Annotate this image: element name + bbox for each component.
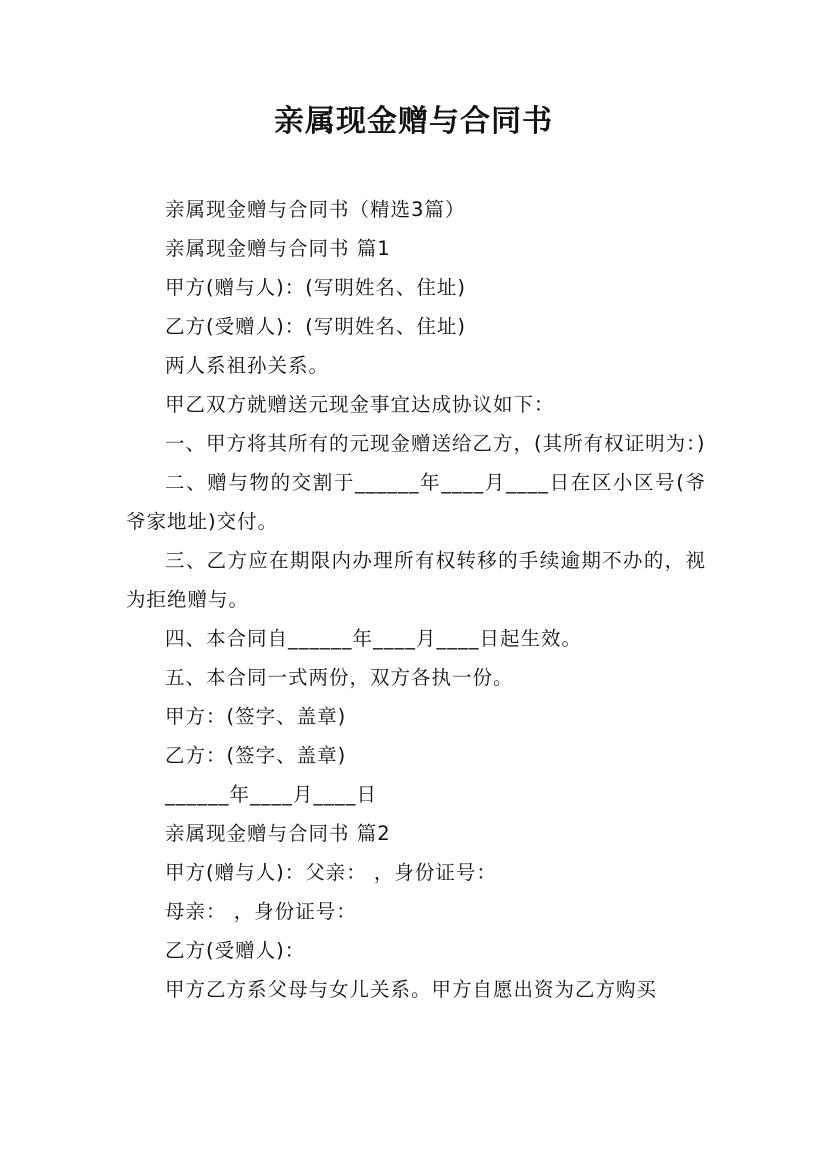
party-b-line: 乙方(受赠人)：(写明姓名、住址) bbox=[165, 315, 466, 338]
agreement-intro: 甲乙双方就赠送元现金事宜达成协议如下： bbox=[165, 393, 555, 416]
party-a-mother-line: 母亲： ，身份证号： bbox=[165, 900, 357, 923]
paragraph-intro: 亲属现金赠与合同书（精选3篇） bbox=[165, 198, 466, 221]
clause-3: 三、乙方应在期限内办理所有权转移的手续逾期不办的，视为拒绝赠与。 bbox=[126, 549, 706, 611]
party-a-father-line: 甲方(赠与人)：父亲： ，身份证号： bbox=[165, 861, 497, 884]
relationship-line: 两人系祖孙关系。 bbox=[165, 354, 330, 377]
party-b-line-2: 乙方(受赠人)： bbox=[165, 939, 306, 962]
party-a-signature: 甲方：(签字、盖章) bbox=[165, 705, 347, 728]
relationship-line-2: 甲方乙方系父母与女儿关系。甲方自愿出资为乙方购买 bbox=[165, 978, 658, 1001]
clause-4: 四、本合同自______年____月____日起生效。 bbox=[165, 627, 583, 650]
document-body bbox=[126, 190, 706, 1009]
section-heading-2: 亲属现金赠与合同书 篇2 bbox=[165, 822, 391, 845]
clause-1: 一、甲方将其所有的元现金赠送给乙方，(其所有权证明为：) bbox=[165, 432, 706, 455]
document-title: 亲属现金赠与合同书 bbox=[274, 104, 553, 139]
clause-2: 二、赠与物的交割于______年____月____日在区小区号(爷爷家地址)交付。 bbox=[126, 471, 706, 533]
clause-5: 五、本合同一式两份，双方各执一份。 bbox=[165, 666, 514, 689]
party-b-signature: 乙方：(签字、盖章) bbox=[165, 744, 347, 767]
signature-date: ______年____月____日 bbox=[165, 783, 378, 806]
party-a-line: 甲方(赠与人)：(写明姓名、住址) bbox=[165, 276, 466, 299]
section-heading-1: 亲属现金赠与合同书 篇1 bbox=[165, 237, 391, 260]
